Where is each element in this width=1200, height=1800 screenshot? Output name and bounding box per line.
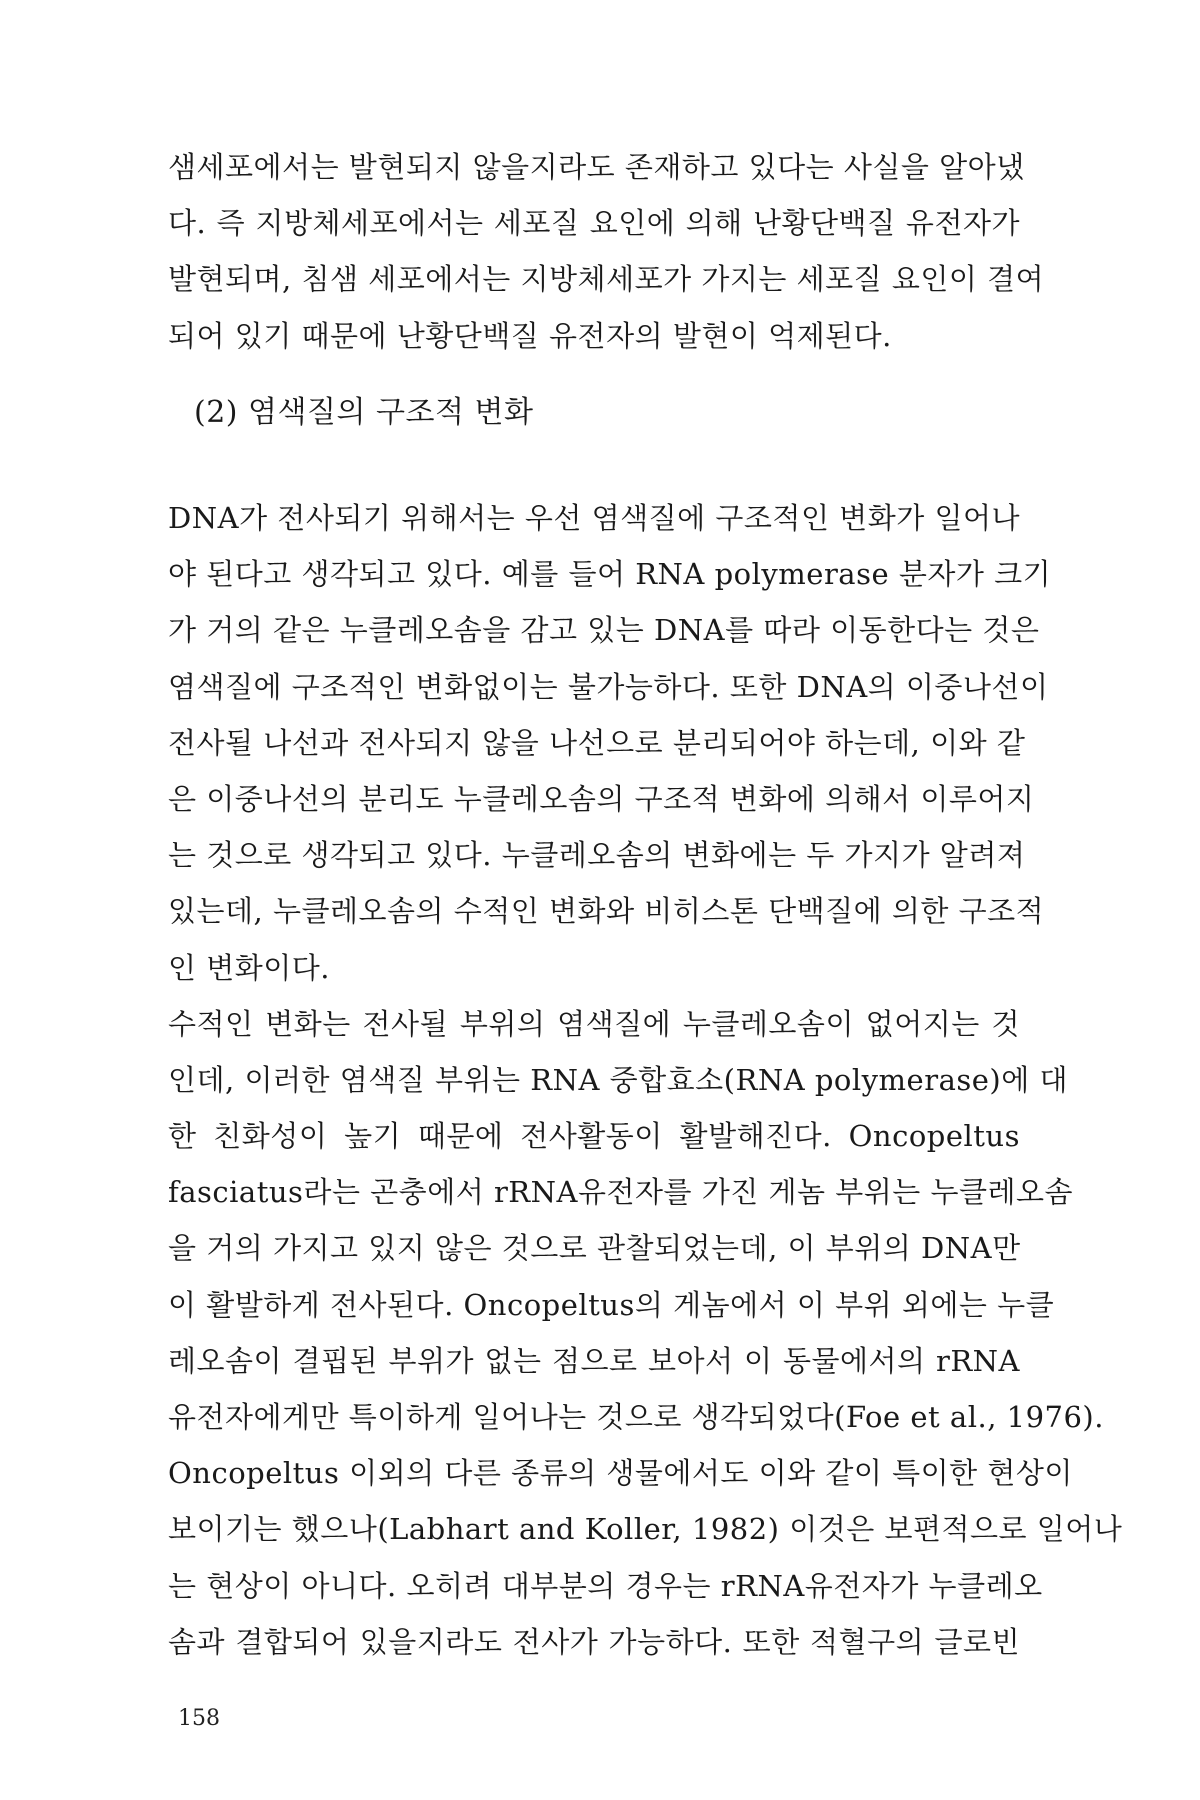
text-line: 전사될 나선과 전사되지 않을 나선으로 분리되어야 하는데, 이와 같 <box>168 725 1026 760</box>
text-line: 는 현상이 아니다. 오히려 대부분의 경우는 rRNA유전자가 누클레오 <box>168 1568 1043 1603</box>
text-line: 유전자에게만 특이하게 일어나는 것으로 생각되었다(Foe et al., 1976). <box>168 1400 1104 1434</box>
text-line: 다. 즉 지방체세포에서는 세포질 요인에 의해 난황단백질 유전자가 <box>168 206 1020 241</box>
text-line: 한 친화성이 높기 때문에 전사활동이 활발해진다. Oncopeltus <box>168 1119 1020 1154</box>
text-line: Oncopeltus 이외의 다른 종류의 생물에서도 이와 같이 특이한 현상이 <box>168 1456 1073 1491</box>
text-line: 염색질에 구조적인 변화없이는 불가능하다. 또한 DNA의 이중나선이 <box>168 669 1049 704</box>
text-line: 있는데, 누클레오솜의 수적인 변화와 비히스톤 단백질에 의한 구조적 <box>168 894 1045 929</box>
text-line: 샘세포에서는 발현되지 않을지라도 존재하고 있다는 사실을 알아냈 <box>168 150 1025 184</box>
text-line: 이 활발하게 전사된다. Oncopeltus의 게놈에서 이 부위 외에는 누클 <box>168 1287 1055 1322</box>
paragraph-1 <box>168 139 1045 364</box>
text-line: DNA가 전사되기 위해서는 우선 염색질에 구조적인 변화가 일어나 <box>168 501 1020 535</box>
text-line: 레오솜이 결핍된 부위가 없는 점으로 보아서 이 동물에서의 rRNA <box>168 1343 1020 1378</box>
text-line: 보이기는 했으나(Labhart and Koller, 1982) 이것은 보편적으로 일어나 <box>168 1512 1123 1547</box>
text-line: 을 거의 가지고 있지 않은 것으로 관찰되었는데, 이 부위의 DNA만 <box>168 1231 1021 1266</box>
text-line: fasciatus라는 곤충에서 rRNA유전자를 가진 게놈 부위는 누클레오솜 <box>168 1175 1074 1210</box>
text-line: 솜과 결합되어 있을지라도 전사가 가능하다. 또한 적혈구의 글로빈 <box>168 1624 1020 1659</box>
section-heading: (2) 염색질의 구조적 변화 <box>194 395 534 430</box>
text-line: 인데, 이러한 염색질 부위는 RNA 중합효소(RNA polymerase)에 대 <box>168 1062 1068 1097</box>
text-line: 은 이중나선의 분리도 누클레오솜의 구조적 변화에 의해서 이루어지 <box>168 781 1035 816</box>
text-line: 는 것으로 생각되고 있다. 누클레오솜의 변화에는 두 가지가 알려져 <box>168 838 1026 873</box>
text-line: 가 거의 같은 누클레오솜을 감고 있는 DNA를 따라 이동한다는 것은 <box>168 613 1040 648</box>
text-line: 되어 있기 때문에 난황단백질 유전자의 발현이 억제된다. <box>168 318 892 353</box>
text-line: 수적인 변화는 전사될 부위의 염색질에 누클레오솜이 없어지는 것 <box>168 1006 1020 1041</box>
text-line: 발현되며, 침샘 세포에서는 지방체세포가 가지는 세포질 요인이 결여 <box>168 262 1045 297</box>
paragraph-2-3 <box>168 490 1123 1670</box>
text-line: 인 변화이다. <box>168 950 331 985</box>
page-number: 158 <box>178 1706 220 1731</box>
text-line: 야 된다고 생각되고 있다. 예를 들어 RNA polymerase 분자가 크기 <box>168 557 1052 592</box>
